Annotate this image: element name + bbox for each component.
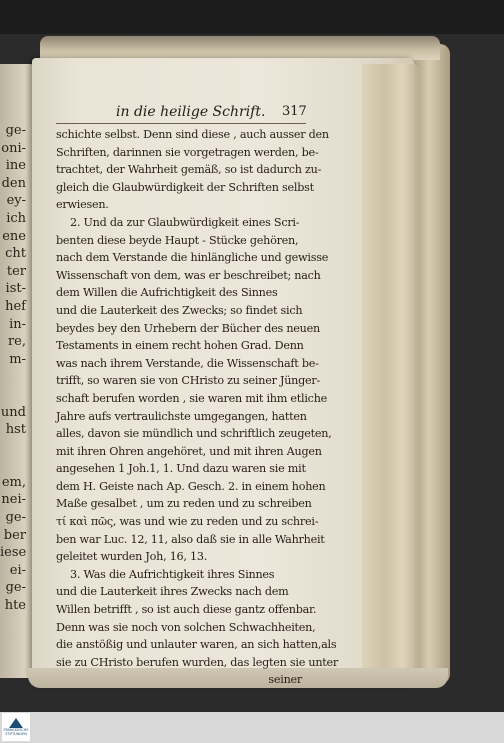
text-line: und die Lauterkeit des Zwecks; so findet sich (56, 303, 303, 317)
text-line: 2. Und da zur Glaubwürdigkeit eines Scri- (70, 215, 300, 229)
text-line: beydes bey den Urhebern der Bücher des neuen (56, 321, 320, 335)
page-fore-edge (362, 64, 420, 684)
text-line: nach dem Verstande die hinlängliche und gewisse (56, 251, 329, 265)
text-line: schichte selbst. Denn sind diese , auch ausser den (56, 128, 329, 141)
running-head: in die heilige Schrift. (116, 104, 266, 120)
left-page-fragment: ge- (5, 123, 26, 138)
left-page-fragment: oni- (1, 140, 26, 156)
text-line: sie zu CHristo berufen wurden, das legten sie unter (56, 655, 338, 669)
book-top-edge (40, 36, 440, 60)
text-line: Schriften, darinnen sie vorgetragen werden, be- (56, 145, 319, 159)
left-page-fragment (0, 439, 26, 457)
left-page-fragment: cht (5, 246, 26, 262)
text-line: Testaments in einem recht hohen Grad. Denn (56, 339, 304, 353)
text-line: mit ihren Ohren angehöret, und mit ihren Augen (56, 444, 322, 458)
text-line: und die Lauterkeit ihres Zwecks nach dem (56, 585, 289, 599)
text-line: Denn was sie noch von solchen Schwachheiten, (56, 620, 316, 634)
logo-label: FRANCKESCHE STIFTUNGEN (3, 728, 29, 736)
left-page-fragment (0, 456, 26, 474)
left-page-fragment: ge- (5, 510, 26, 526)
left-page-fragment: in- (9, 316, 26, 332)
text-line: dem Willen die Aufrichtigkeit des Sinnes (56, 286, 278, 300)
text-line: Willen betrifft , so ist auch diese gantz offenbar. (56, 603, 317, 617)
left-page-fragment: ine (5, 158, 26, 174)
logo-mark-icon (9, 718, 23, 728)
left-page-text-fragments (0, 122, 26, 615)
left-page-fragment (0, 368, 26, 386)
text-line: 3. Was die Aufrichtigkeit ihres Sinnes (70, 567, 275, 581)
text-line: angesehen 1 Joh.1, 1. Und dazu waren sie mit (56, 462, 306, 476)
left-page-fragment: ene (2, 228, 26, 244)
left-page-fragment: ich (6, 210, 26, 226)
page-number: 317 (282, 104, 307, 119)
text-line: schaft berufen worden , sie waren mit ihm etliche (56, 391, 328, 405)
text-line: was nach ihrem Verstande, die Wissenschaft be- (56, 356, 319, 370)
left-page-fragment: m- (9, 351, 26, 367)
body-text (56, 126, 338, 689)
left-page-fragment: ge- (5, 580, 26, 596)
viewer-footer-bar (0, 712, 504, 743)
left-page-fragment: nei- (1, 492, 26, 508)
francke-foundation-logo-icon[interactable] (2, 713, 30, 741)
text-line: die anstößig und unlauter waren, an sich hatten,als (56, 638, 337, 652)
text-line: ben war Luc. 12, 11, also daß sie in alle Wahrheit (56, 532, 325, 546)
text-line: trifft, so waren sie von CHristo zu seiner Jünger- (56, 374, 321, 388)
text-line: erwiesen. (56, 198, 109, 212)
left-page-fragment: iese (0, 545, 27, 561)
text-line: Jahre aufs vertraulichste umgegangen, hatten (56, 409, 307, 423)
text-line: Maße gesalbet , um zu reden und zu schreiben (56, 497, 312, 511)
text-line: seiner (268, 673, 302, 687)
text-line: trachtet, der Wahrheit gemäß, so ist dadurch zu- (56, 163, 322, 177)
left-page-fragment: ist- (5, 281, 26, 297)
left-page-fragment: em, (1, 474, 26, 490)
text-line: τί καὶ πῶς, was und wie zu reden und zu schrei- (56, 515, 319, 529)
text-line: alles, davon sie mündlich und schriftlich zeugeten, (56, 427, 332, 441)
text-line: Wissenschaft von dem, was er beschreibet; nach (56, 268, 321, 282)
text-line: gleich die Glaubwürdigkeit der Schriften selbst (56, 180, 314, 194)
left-page-fragment: ei- (9, 562, 26, 578)
left-page-fragment (0, 386, 26, 404)
left-page-fragment: hst (5, 422, 26, 438)
left-page-fragment: und (0, 404, 26, 420)
left-page-fragment: hef (5, 298, 26, 314)
left-page-fragment: ber (3, 527, 26, 543)
left-page-fragment: ter (6, 263, 26, 279)
left-page-fragment: den (1, 175, 26, 191)
left-page-fragment: ey- (6, 193, 26, 209)
text-line: geleitet wurden Joh, 16, 13. (56, 550, 208, 564)
scan-top-border (0, 0, 504, 34)
left-page-fragment: re, (7, 334, 26, 350)
left-page-fragment: hte (4, 598, 26, 614)
text-line: benten diese beyde Haupt - Stücke gehören, (56, 233, 299, 247)
header-rule (56, 123, 306, 124)
text-line: dem H. Geiste nach Ap. Gesch. 2. in einem hohen (56, 479, 326, 493)
